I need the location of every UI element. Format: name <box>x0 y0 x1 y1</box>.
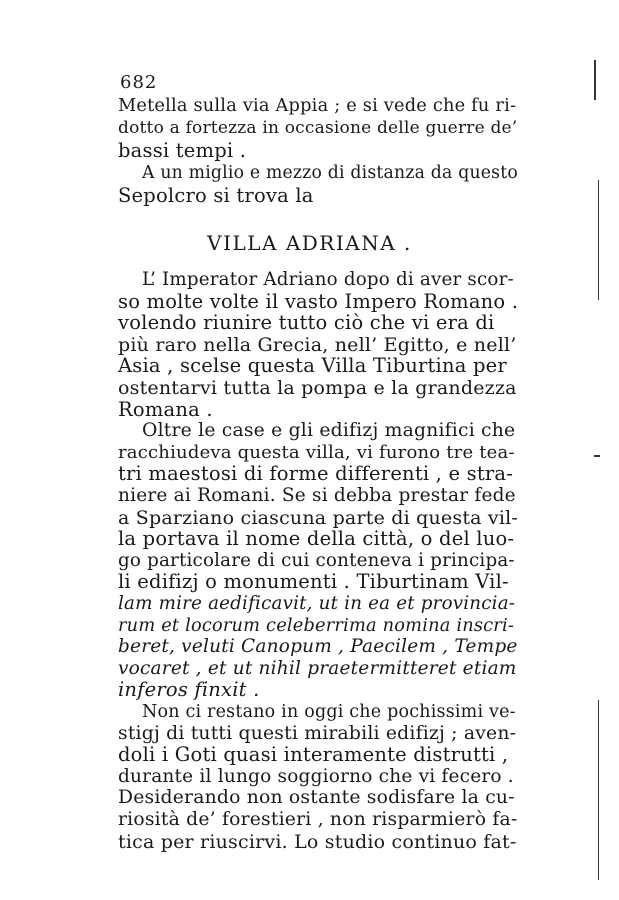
text-line: doli i Goti quasi interamente distrutti , <box>118 743 509 767</box>
text-line: go particolare di cui conteneva i principa- <box>118 549 515 571</box>
text-line: volendo riunire tutto ciò che vi era di <box>118 311 495 335</box>
page-edge-mark <box>594 455 600 457</box>
text-line: Sepolcro si trova la <box>118 183 314 207</box>
text-line: durante il lungo soggiorno che vi fecero . <box>118 765 514 787</box>
text-line: dotto a fortezza in occasione delle guerre de’ <box>118 118 518 139</box>
text-line: Metella sulla via Appia ; e si vede che fu ri- <box>118 96 517 116</box>
text-line: riosità de’ forestieri , non risparmierò fa- <box>118 809 518 830</box>
text-line: beret, veluti Canopum , Paecilem , Tempe <box>118 636 518 658</box>
text-line: lam mire aedificavit, ut in ea et provincia- <box>118 593 516 614</box>
text-line: a Sparziano ciascuna parte di questa vil- <box>118 506 519 529</box>
text-line: Oltre le case e gli edifizj magnifici che <box>142 420 516 442</box>
text-line: ostentarvi tutta la pompa e la grandezza <box>118 377 517 399</box>
text-line: Non ci restano in oggi che pochissimi ve- <box>142 702 516 722</box>
text-line: tica per riuscirvi. Lo studio continuo fat- <box>118 830 517 853</box>
text-line: L’ Imperator Adriano dopo di aver scor- <box>142 269 514 290</box>
text-line: stigj di tutti questi mirabili edifizj ; aven- <box>118 722 517 744</box>
text-line: Romana . <box>118 397 213 421</box>
text-line: li edifizj o monumenti . Tiburtinam Vil- <box>118 570 509 594</box>
text-line: bassi tempi . <box>118 138 247 162</box>
text-line: Asia , scelse questa Villa Tiburtina per <box>118 354 507 378</box>
text-line: tri maestosi di forme differenti , e stra- <box>118 462 514 486</box>
page-edge-mark <box>598 180 599 300</box>
text-line: so molte volte il vasto Impero Romano . <box>118 289 519 313</box>
text-line: la portava il nome della città, o del luo- <box>118 527 515 551</box>
text-line: vocaret , et ut nihil praetermitteret etiam <box>118 657 517 679</box>
text-line: A un miglio e mezzo di distanza da questo <box>142 163 518 184</box>
page-edge-mark <box>594 60 596 100</box>
page-number: 682 <box>120 72 158 93</box>
text-line: più raro nella Grecia, nell’ Egitto, e nell’ <box>118 333 517 356</box>
text-line: niere ai Romani. Se si debba prestar fede <box>118 485 516 506</box>
text-line: Desiderando non ostante sodisfare la cu- <box>118 787 515 809</box>
text-line: inferos finxit . <box>118 678 260 702</box>
section-heading: VILLA ADRIANA . <box>207 231 412 255</box>
text-line: racchiudeva questa villa, vi furono tre tea- <box>118 441 515 463</box>
page-edge-mark <box>598 700 599 880</box>
text-line: rum et locorum celeberrima nomina inscri- <box>118 615 515 636</box>
